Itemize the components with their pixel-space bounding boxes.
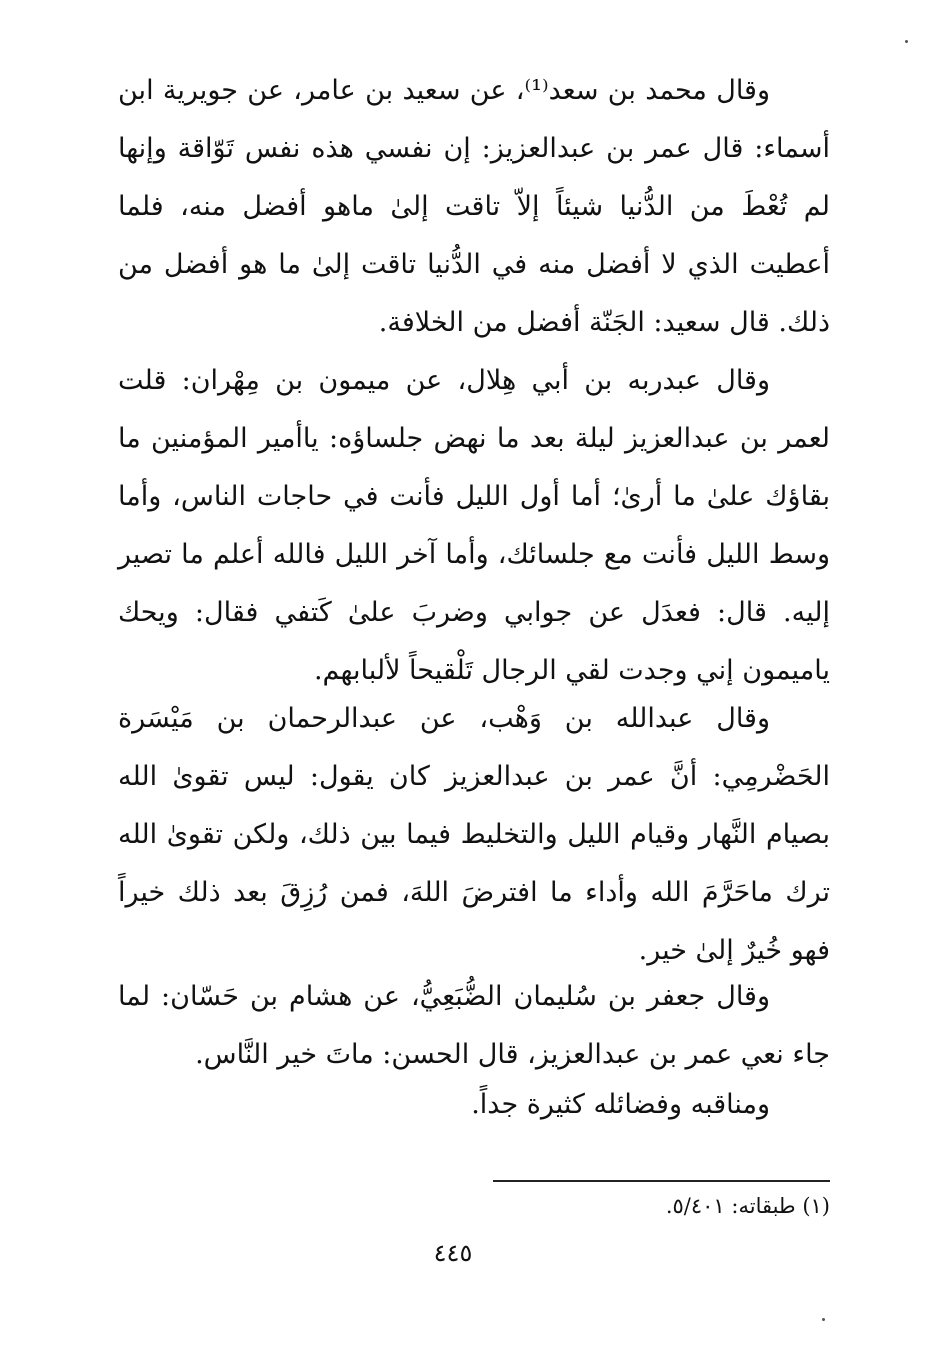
scan-speck — [905, 40, 908, 43]
paragraph-text: وقال عبدالله بن وَهْب، عن عبدالرحمان بن مَيْسَرة الحَضْرمِي: أنَّ عمر بن عبدالعزيز كان يقول: ليس تقوىٰ الله بصيام النَّهار وقيام الليل والتخليط فيما بين ذلك، ولكن تقوىٰ الله ترك ماحَرَّمَ الله وأداء ما افترضَ اللهَ، فمن رُزِقَ بعد ذلك خيراً فهو خُيرٌ إلىٰ خير. — [118, 703, 830, 966]
paragraph-1 — [118, 62, 830, 352]
paragraph-text: وقال محمد بن سعد⁽¹⁾، عن سعيد بن عامر، عن جويرية ابن أسماء: قال عمر بن عبدالعزيز: إن نفسي هذه نفس تَوّاقة وإنها لم تُعْطَ من الدُّنيا شيئاً إلاّ تاقت إلىٰ ماهو أفضل منه، فلما أعطيت الذي لا أفضل منه في الدُّنيا تاقت إلىٰ ما هو أفضل من ذلك. قال سعيد: الجَنّة أفضل من الخلافة. — [118, 75, 830, 338]
paragraph-5 — [118, 1076, 830, 1134]
paragraph-text: وقال جعفر بن سُليمان الضُّبَعِيُّ، عن هشام بن حَسّان: لما جاء نعي عمر بن عبدالعزيز، قال الحسن: ماتَ خير النَّاس. — [118, 981, 830, 1070]
footnote: (١) طبقاته: ٥/٤٠١. — [665, 1194, 830, 1218]
paragraph-text: وقال عبدربه بن أبي هِلال، عن ميمون بن مِهْران: قلت لعمر بن عبدالعزيز ليلة بعد ما نهض جلساؤه: ياأمير المؤمنين ما بقاؤك علىٰ ما أرىٰ؛ أما أول الليل فأنت في حاجات الناس، وأما وسط الليل فأنت مع جلسائك، وأما آخر الليل فالله أعلم ما تصير إليه. قال: فعدَل عن جوابي وضربَ علىٰ كَتفي فقال: ويحك ياميمون إني وجدت لقي الرجال تَلْقيحاً لألبابهم. — [118, 365, 830, 686]
paragraph-3 — [118, 690, 830, 980]
page-number: ٤٤٥ — [433, 1239, 473, 1267]
paragraph-2 — [118, 352, 830, 700]
paragraph-4 — [118, 968, 830, 1084]
scan-speck — [822, 1318, 825, 1321]
paragraph-text: ومناقبه وفضائله كثيرة جداً. — [471, 1089, 770, 1120]
footnote-divider — [493, 1180, 830, 1182]
